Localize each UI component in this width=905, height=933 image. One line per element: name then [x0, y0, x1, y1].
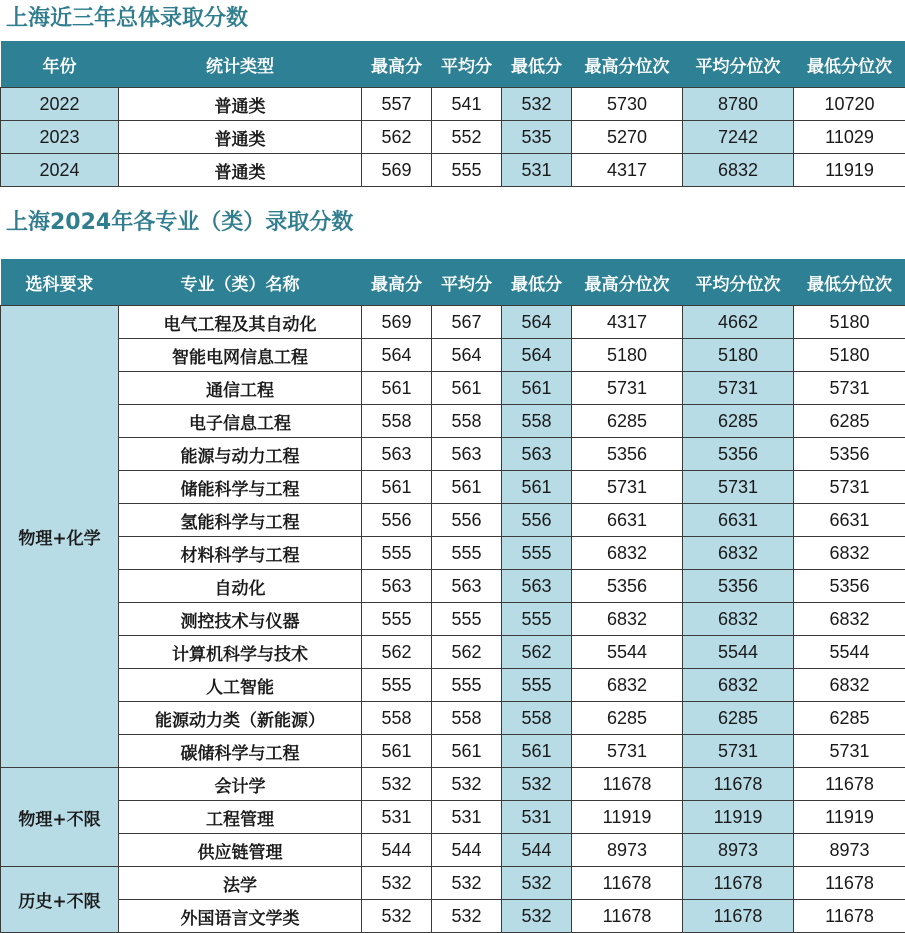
header-avg-rank: 平均分位次	[683, 41, 794, 88]
cell-min-score: 532	[502, 88, 572, 121]
cell-min-rank: 11029	[794, 121, 905, 154]
major-scores-table	[0, 259, 905, 933]
cell-min-score: 555	[502, 537, 572, 570]
cell-major-name: 材料科学与工程	[119, 537, 362, 570]
cell-min-rank: 5356	[794, 570, 905, 603]
subject-requirement: 物理+化学	[1, 306, 119, 768]
cell-major-name: 会计学	[119, 768, 362, 801]
cell-avg-rank: 6832	[683, 537, 794, 570]
cell-min-rank: 6285	[794, 405, 905, 438]
cell-avg-score: 532	[432, 867, 502, 900]
cell-major-name: 人工智能	[119, 669, 362, 702]
cell-max-rank: 5180	[572, 339, 683, 372]
table-header-row	[1, 259, 905, 306]
cell-max-rank: 8973	[572, 834, 683, 867]
cell-avg-score: 563	[432, 438, 502, 471]
cell-major-name: 能源与动力工程	[119, 438, 362, 471]
cell-max-rank: 5356	[572, 570, 683, 603]
cell-max-score: 558	[362, 702, 432, 735]
cell-major-name: 智能电网信息工程	[119, 339, 362, 372]
cell-max-rank: 6285	[572, 702, 683, 735]
cell-max-score: 558	[362, 405, 432, 438]
cell-type: 普通类	[119, 88, 362, 121]
table-row	[1, 834, 905, 867]
header-max-rank: 最高分位次	[572, 259, 683, 306]
section2-title: 上海2024年各专业（类）录取分数	[6, 208, 353, 238]
cell-max-score: 561	[362, 372, 432, 405]
cell-avg-rank: 6832	[683, 154, 794, 187]
cell-max-score: 569	[362, 306, 432, 339]
cell-max-rank: 5356	[572, 438, 683, 471]
cell-max-rank: 6832	[572, 669, 683, 702]
cell-max-rank: 5730	[572, 88, 683, 121]
cell-avg-rank: 6285	[683, 405, 794, 438]
cell-max-rank: 11678	[572, 867, 683, 900]
cell-avg-score: 555	[432, 603, 502, 636]
header-avg-score: 平均分	[432, 259, 502, 306]
cell-min-rank: 6285	[794, 702, 905, 735]
cell-max-rank: 11678	[572, 900, 683, 933]
cell-max-score: 561	[362, 735, 432, 768]
table-row	[1, 372, 905, 405]
header-avg-rank: 平均分位次	[683, 259, 794, 306]
cell-max-rank: 5731	[572, 372, 683, 405]
cell-max-rank: 11919	[572, 801, 683, 834]
cell-max-score: 569	[362, 154, 432, 187]
table-row	[1, 636, 905, 669]
table-row	[1, 900, 905, 933]
table-row	[1, 339, 905, 372]
cell-max-score: 555	[362, 537, 432, 570]
cell-avg-score: 555	[432, 537, 502, 570]
cell-avg-rank: 11678	[683, 900, 794, 933]
cell-avg-rank: 5544	[683, 636, 794, 669]
cell-min-score: 563	[502, 570, 572, 603]
cell-max-score: 532	[362, 900, 432, 933]
table-row	[1, 768, 905, 801]
cell-max-score: 556	[362, 504, 432, 537]
cell-avg-rank: 6832	[683, 603, 794, 636]
cell-avg-rank: 6832	[683, 669, 794, 702]
cell-major-name: 能源动力类（新能源）	[119, 702, 362, 735]
cell-max-rank: 11678	[572, 768, 683, 801]
table-row	[1, 121, 905, 154]
cell-type: 普通类	[119, 121, 362, 154]
cell-major-name: 外国语言文学类	[119, 900, 362, 933]
table-row	[1, 735, 905, 768]
cell-avg-score: 531	[432, 801, 502, 834]
section1-title: 上海近三年总体录取分数	[6, 4, 248, 34]
cell-avg-rank: 11678	[683, 768, 794, 801]
cell-major-name: 自动化	[119, 570, 362, 603]
cell-max-rank: 5544	[572, 636, 683, 669]
cell-major-name: 通信工程	[119, 372, 362, 405]
cell-avg-rank: 6285	[683, 702, 794, 735]
header-min-score: 最低分	[502, 41, 572, 88]
cell-min-rank: 5731	[794, 735, 905, 768]
cell-avg-score: 556	[432, 504, 502, 537]
cell-min-rank: 5731	[794, 471, 905, 504]
cell-max-rank: 5731	[572, 735, 683, 768]
cell-max-rank: 4317	[572, 154, 683, 187]
table-row	[1, 603, 905, 636]
cell-min-score: 556	[502, 504, 572, 537]
table-row	[1, 504, 905, 537]
cell-avg-rank: 5731	[683, 471, 794, 504]
table-row	[1, 306, 905, 339]
header-type: 统计类型	[119, 41, 362, 88]
cell-avg-rank: 11678	[683, 867, 794, 900]
header-max-score: 最高分	[362, 259, 432, 306]
cell-min-score: 555	[502, 603, 572, 636]
cell-avg-rank: 5731	[683, 735, 794, 768]
cell-min-rank: 5180	[794, 339, 905, 372]
cell-max-score: 562	[362, 636, 432, 669]
cell-max-score: 564	[362, 339, 432, 372]
cell-avg-score: 558	[432, 702, 502, 735]
cell-min-score: 561	[502, 735, 572, 768]
cell-avg-rank: 5356	[683, 570, 794, 603]
header-max-score: 最高分	[362, 41, 432, 88]
table-row	[1, 88, 905, 121]
cell-max-rank: 6285	[572, 405, 683, 438]
cell-avg-score: 544	[432, 834, 502, 867]
table-row	[1, 154, 905, 187]
cell-max-score: 562	[362, 121, 432, 154]
cell-avg-score: 532	[432, 768, 502, 801]
cell-avg-rank: 5356	[683, 438, 794, 471]
cell-max-rank: 5270	[572, 121, 683, 154]
table-row	[1, 867, 905, 900]
cell-min-score: 531	[502, 154, 572, 187]
cell-major-name: 氢能科学与工程	[119, 504, 362, 537]
cell-min-score: 558	[502, 405, 572, 438]
cell-max-score: 561	[362, 471, 432, 504]
cell-min-score: 564	[502, 339, 572, 372]
header-min-score: 最低分	[502, 259, 572, 306]
cell-max-score: 532	[362, 867, 432, 900]
cell-min-score: 555	[502, 669, 572, 702]
cell-min-score: 558	[502, 702, 572, 735]
table-row	[1, 702, 905, 735]
overall-scores-table	[0, 41, 905, 187]
cell-min-rank: 6832	[794, 669, 905, 702]
cell-max-score: 563	[362, 438, 432, 471]
cell-major-name: 测控技术与仪器	[119, 603, 362, 636]
cell-major-name: 碳储科学与工程	[119, 735, 362, 768]
table-row	[1, 471, 905, 504]
cell-min-score: 563	[502, 438, 572, 471]
cell-avg-score: 564	[432, 339, 502, 372]
cell-max-score: 555	[362, 669, 432, 702]
cell-min-score: 562	[502, 636, 572, 669]
cell-min-rank: 5544	[794, 636, 905, 669]
cell-avg-score: 562	[432, 636, 502, 669]
header-max-rank: 最高分位次	[572, 41, 683, 88]
cell-max-score: 557	[362, 88, 432, 121]
subject-requirement: 历史+不限	[1, 867, 119, 933]
cell-min-rank: 8973	[794, 834, 905, 867]
table-row	[1, 669, 905, 702]
cell-avg-rank: 6631	[683, 504, 794, 537]
cell-avg-score: 552	[432, 121, 502, 154]
cell-avg-score: 555	[432, 669, 502, 702]
cell-min-score: 535	[502, 121, 572, 154]
cell-max-score: 544	[362, 834, 432, 867]
cell-min-rank: 6631	[794, 504, 905, 537]
cell-avg-score: 561	[432, 735, 502, 768]
header-min-rank: 最低分位次	[794, 259, 905, 306]
cell-max-rank: 5731	[572, 471, 683, 504]
cell-min-rank: 11678	[794, 867, 905, 900]
cell-min-rank: 6832	[794, 603, 905, 636]
table-row	[1, 405, 905, 438]
cell-min-rank: 6832	[794, 537, 905, 570]
cell-max-rank: 6631	[572, 504, 683, 537]
cell-min-rank: 5731	[794, 372, 905, 405]
cell-max-score: 555	[362, 603, 432, 636]
cell-major-name: 法学	[119, 867, 362, 900]
header-requirement: 选科要求	[1, 259, 119, 306]
cell-min-score: 561	[502, 471, 572, 504]
cell-min-score: 531	[502, 801, 572, 834]
cell-year: 2022	[1, 88, 119, 121]
cell-avg-score: 532	[432, 900, 502, 933]
cell-min-rank: 5356	[794, 438, 905, 471]
cell-min-rank: 11678	[794, 768, 905, 801]
cell-avg-score: 558	[432, 405, 502, 438]
cell-max-score: 531	[362, 801, 432, 834]
cell-avg-score: 555	[432, 154, 502, 187]
cell-avg-rank: 11919	[683, 801, 794, 834]
table-row	[1, 570, 905, 603]
cell-min-score: 564	[502, 306, 572, 339]
cell-max-rank: 6832	[572, 603, 683, 636]
cell-type: 普通类	[119, 154, 362, 187]
cell-major-name: 储能科学与工程	[119, 471, 362, 504]
cell-year: 2024	[1, 154, 119, 187]
cell-major-name: 计算机科学与技术	[119, 636, 362, 669]
cell-min-rank: 11919	[794, 801, 905, 834]
cell-max-rank: 6832	[572, 537, 683, 570]
cell-max-score: 532	[362, 768, 432, 801]
header-min-rank: 最低分位次	[794, 41, 905, 88]
header-major-name: 专业（类）名称	[119, 259, 362, 306]
table-row	[1, 537, 905, 570]
cell-avg-score: 541	[432, 88, 502, 121]
subject-requirement: 物理+不限	[1, 768, 119, 867]
cell-min-score: 544	[502, 834, 572, 867]
cell-avg-score: 563	[432, 570, 502, 603]
cell-min-score: 532	[502, 867, 572, 900]
cell-year: 2023	[1, 121, 119, 154]
header-year: 年份	[1, 41, 119, 88]
cell-max-rank: 4317	[572, 306, 683, 339]
cell-min-rank: 11919	[794, 154, 905, 187]
cell-major-name: 电气工程及其自动化	[119, 306, 362, 339]
cell-major-name: 电子信息工程	[119, 405, 362, 438]
table-header-row	[1, 41, 905, 88]
cell-min-score: 561	[502, 372, 572, 405]
cell-avg-rank: 4662	[683, 306, 794, 339]
cell-major-name: 供应链管理	[119, 834, 362, 867]
cell-max-score: 563	[362, 570, 432, 603]
header-avg-score: 平均分	[432, 41, 502, 88]
table-row	[1, 801, 905, 834]
cell-avg-rank: 5180	[683, 339, 794, 372]
cell-avg-rank: 8780	[683, 88, 794, 121]
cell-avg-score: 561	[432, 372, 502, 405]
cell-major-name: 工程管理	[119, 801, 362, 834]
cell-avg-rank: 7242	[683, 121, 794, 154]
cell-min-score: 532	[502, 900, 572, 933]
cell-min-rank: 5180	[794, 306, 905, 339]
cell-min-rank: 10720	[794, 88, 905, 121]
cell-avg-score: 567	[432, 306, 502, 339]
cell-avg-rank: 8973	[683, 834, 794, 867]
cell-min-score: 532	[502, 768, 572, 801]
cell-min-rank: 11678	[794, 900, 905, 933]
cell-avg-rank: 5731	[683, 372, 794, 405]
table-row	[1, 438, 905, 471]
cell-avg-score: 561	[432, 471, 502, 504]
